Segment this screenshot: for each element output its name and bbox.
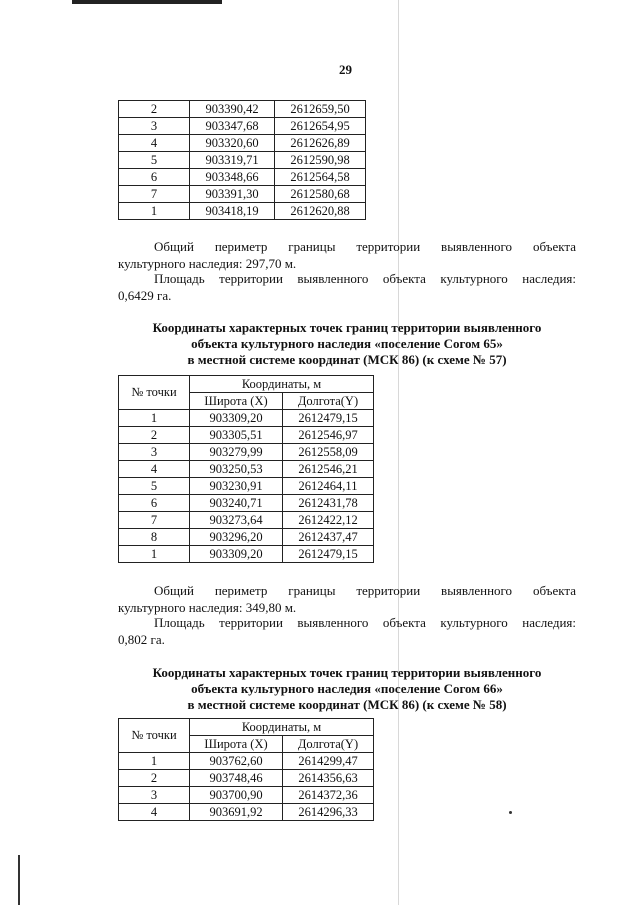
point-number-cell: 3	[119, 118, 190, 135]
heading-line: Координаты характерных точек границ территории выявленного	[152, 320, 542, 335]
table-row	[119, 410, 374, 427]
table-row	[119, 753, 374, 770]
latitude-cell: 903700,90	[190, 787, 283, 804]
point-number-cell: 5	[119, 152, 190, 169]
header-coordinates: Координаты, м	[190, 719, 374, 736]
point-number-cell: 1	[119, 753, 190, 770]
latitude-cell: 903347,68	[190, 118, 275, 135]
latitude-cell: 903309,20	[190, 410, 283, 427]
point-number-cell: 3	[119, 787, 190, 804]
perimeter-text-line-1: Общий периметр границы территории выявленного объекта	[154, 583, 576, 598]
longitude-cell: 2614299,47	[283, 753, 374, 770]
point-number-cell: 2	[119, 770, 190, 787]
table-row	[119, 203, 366, 220]
table-body	[119, 101, 366, 220]
longitude-cell: 2612659,50	[275, 101, 366, 118]
longitude-cell: 2612422,12	[283, 512, 374, 529]
latitude-cell: 903296,20	[190, 529, 283, 546]
header-latitude: Широта (X)	[190, 393, 283, 410]
point-number-cell: 1	[119, 410, 190, 427]
table-row	[119, 444, 374, 461]
point-number-cell: 7	[119, 186, 190, 203]
perimeter-paragraph-65	[118, 582, 576, 616]
header-longitude: Долгота(Y)	[283, 393, 374, 410]
scan-speck	[509, 811, 512, 814]
point-number-cell: 2	[119, 427, 190, 444]
latitude-cell: 903240,71	[190, 495, 283, 512]
longitude-cell: 2612479,15	[283, 410, 374, 427]
table-row	[119, 461, 374, 478]
table-row	[119, 152, 366, 169]
latitude-cell: 903348,66	[190, 169, 275, 186]
coordinates-table-65	[118, 375, 374, 563]
coordinates-table-66	[118, 718, 374, 821]
longitude-cell: 2612564,58	[275, 169, 366, 186]
longitude-cell: 2612479,15	[283, 546, 374, 563]
scan-artifact-fold	[398, 0, 399, 905]
heading-line: Координаты характерных точек границ территории выявленного	[152, 665, 542, 680]
longitude-cell: 2612431,78	[283, 495, 374, 512]
heading-line: объекта культурного наследия «поселение Согом 66»	[191, 681, 503, 696]
area-paragraph-65	[118, 614, 576, 648]
point-number-cell: 1	[119, 546, 190, 563]
longitude-cell: 2612546,97	[283, 427, 374, 444]
latitude-cell: 903230,91	[190, 478, 283, 495]
header-coordinates: Координаты, м	[190, 376, 374, 393]
scan-artifact-left	[18, 855, 20, 905]
longitude-cell: 2614356,63	[283, 770, 374, 787]
table-row	[119, 495, 374, 512]
latitude-cell: 903273,64	[190, 512, 283, 529]
longitude-cell: 2614372,36	[283, 787, 374, 804]
area-text-line-1: Площадь территории выявленного объекта культурного наследия:	[154, 271, 576, 286]
longitude-cell: 2612546,21	[283, 461, 374, 478]
perimeter-text-line-2: культурного наследия: 349,80 м.	[118, 600, 297, 615]
table-row	[119, 787, 374, 804]
latitude-cell: 903305,51	[190, 427, 283, 444]
point-number-cell: 4	[119, 461, 190, 478]
point-number-cell: 6	[119, 495, 190, 512]
area-text-line-2: 0,802 га.	[118, 632, 165, 647]
longitude-cell: 2612437,47	[283, 529, 374, 546]
point-number-cell: 3	[119, 444, 190, 461]
latitude-cell: 903320,60	[190, 135, 275, 152]
table-row	[119, 186, 366, 203]
longitude-cell: 2612626,89	[275, 135, 366, 152]
point-number-cell: 5	[119, 478, 190, 495]
table-row	[119, 478, 374, 495]
latitude-cell: 903250,53	[190, 461, 283, 478]
point-number-cell: 1	[119, 203, 190, 220]
latitude-cell: 903418,19	[190, 203, 275, 220]
page-number: 29	[339, 62, 352, 77]
table-row	[119, 118, 366, 135]
scan-artifact-top	[72, 0, 222, 4]
heading-line: в местной системе координат (МСК 86) (к схеме № 57)	[187, 352, 507, 367]
latitude-cell: 903748,46	[190, 770, 283, 787]
table-row	[119, 169, 366, 186]
table-row	[119, 135, 366, 152]
area-paragraph-1	[118, 270, 576, 304]
table-row	[119, 512, 374, 529]
longitude-cell: 2612654,95	[275, 118, 366, 135]
perimeter-paragraph-1	[118, 238, 576, 272]
header-point-number: № точки	[119, 719, 190, 753]
longitude-cell: 2612620,88	[275, 203, 366, 220]
table-row	[119, 529, 374, 546]
table-row	[119, 770, 374, 787]
table-row	[119, 101, 366, 118]
area-text-line-1: Площадь территории выявленного объекта культурного наследия:	[154, 615, 576, 630]
latitude-cell: 903319,71	[190, 152, 275, 169]
coordinates-table-continued	[118, 100, 366, 220]
heading-line: объекта культурного наследия «поселение Согом 65»	[191, 336, 503, 351]
table-body	[119, 753, 374, 821]
longitude-cell: 2612580,68	[275, 186, 366, 203]
header-latitude: Широта (X)	[190, 736, 283, 753]
point-number-cell: 2	[119, 101, 190, 118]
perimeter-text-line-1: Общий периметр границы территории выявленного объекта	[154, 239, 576, 254]
longitude-cell: 2612590,98	[275, 152, 366, 169]
longitude-cell: 2614296,33	[283, 804, 374, 821]
latitude-cell: 903390,42	[190, 101, 275, 118]
longitude-cell: 2612464,11	[283, 478, 374, 495]
point-number-cell: 6	[119, 169, 190, 186]
table-row	[119, 427, 374, 444]
latitude-cell: 903391,30	[190, 186, 275, 203]
point-number-cell: 7	[119, 512, 190, 529]
longitude-cell: 2612558,09	[283, 444, 374, 461]
heading-line: в местной системе координат (МСК 86) (к схеме № 58)	[187, 697, 507, 712]
point-number-cell: 8	[119, 529, 190, 546]
latitude-cell: 903309,20	[190, 546, 283, 563]
table-row	[119, 804, 374, 821]
section-heading-65	[118, 320, 576, 368]
point-number-cell: 4	[119, 804, 190, 821]
latitude-cell: 903279,99	[190, 444, 283, 461]
table-body	[119, 410, 374, 563]
area-text-line-2: 0,6429 га.	[118, 288, 172, 303]
point-number-cell: 4	[119, 135, 190, 152]
section-heading-66	[118, 665, 576, 713]
perimeter-text-line-2: культурного наследия: 297,70 м.	[118, 256, 297, 271]
header-point-number: № точки	[119, 376, 190, 410]
table-row	[119, 546, 374, 563]
latitude-cell: 903691,92	[190, 804, 283, 821]
header-longitude: Долгота(Y)	[283, 736, 374, 753]
latitude-cell: 903762,60	[190, 753, 283, 770]
